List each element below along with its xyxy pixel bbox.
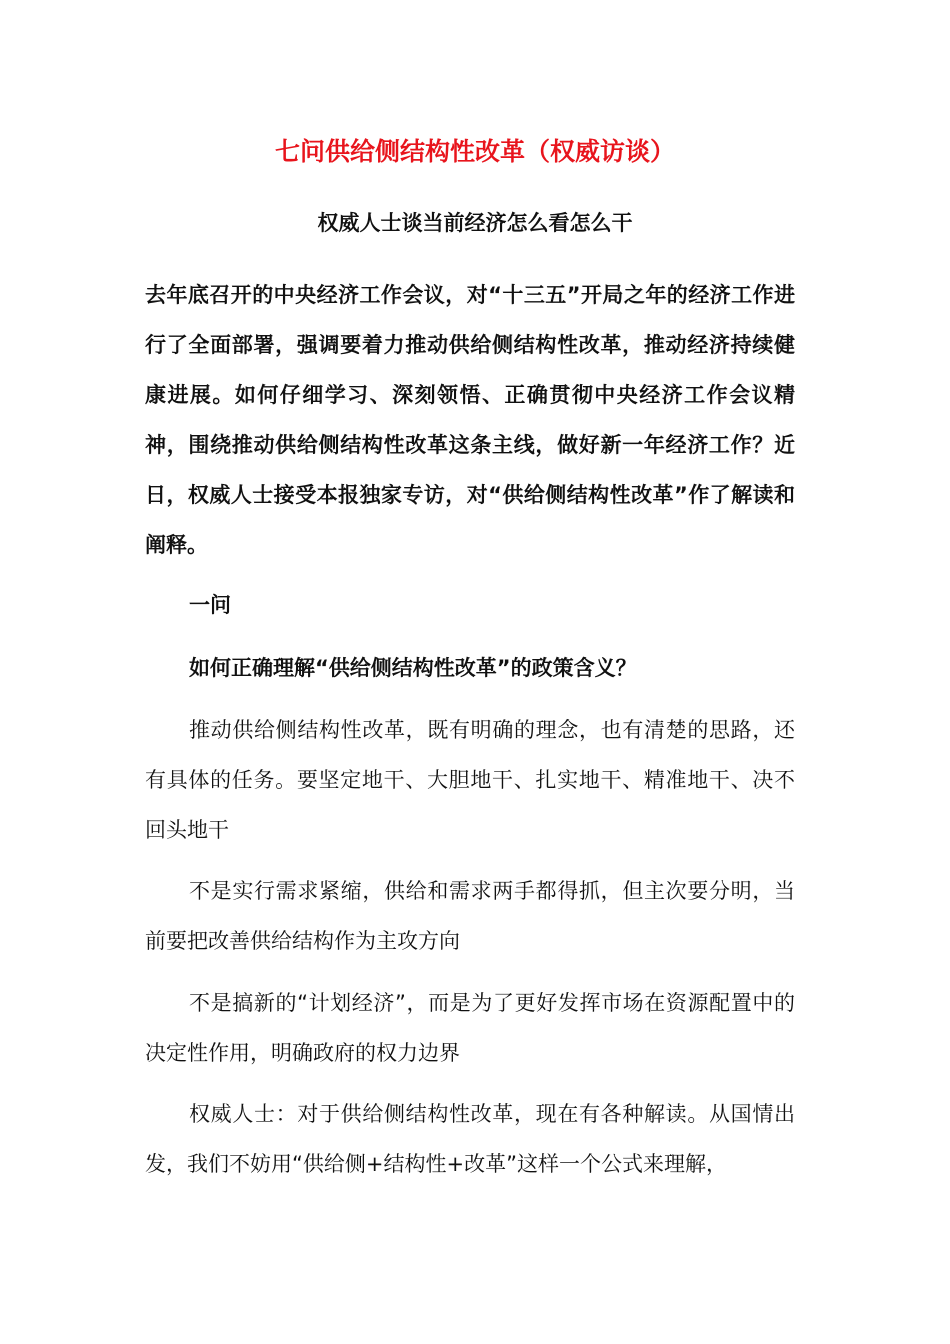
section-label: 一问 xyxy=(189,593,231,617)
body-paragraph-1: 推动供给侧结构性改革，既有明确的理念，也有清楚的思路，还有具体的任务。要坚定地干、大胆地干、扎实地干、精准地干、决不回头地干 xyxy=(145,718,795,842)
document-subtitle: 权威人士谈当前经济怎么看怎么干 xyxy=(317,211,633,235)
body-paragraph-3: 不是搞新的“计划经济”，而是为了更好发挥市场在资源配置中的决定性作用，明确政府的权力边界 xyxy=(145,991,795,1065)
intro-paragraph: 去年底召开的中央经济工作会议，对“十三五”开局之年的经济工作进行了全面部署，强调要着力推动供给侧结构性改革，推动经济持续健康进展。如何仔细学习、深刻领悟、正确贯彻中央经济工作会议精神，围绕推动供给侧结构性改革这条主线，做好新一年经济工作？近日，权威人士接受本报独家专访，对“供给侧结构性改革”作了解读和阐释。 xyxy=(145,283,795,557)
body-paragraph-4: 权威人士：对于供给侧结构性改革，现在有各种解读。从国情出发，我们不妨用“供给侧+结构性+改革”这样一个公式来理解， xyxy=(145,1102,795,1176)
body-paragraph-2: 不是实行需求紧缩，供给和需求两手都得抓，但主次要分明，当前要把改善供给结构作为主攻方向 xyxy=(145,879,795,953)
question-heading: 如何正确理解“供给侧结构性改革”的政策含义？ xyxy=(189,656,637,680)
document-title: 七问供给侧结构性改革（权威访谈） xyxy=(274,137,675,166)
